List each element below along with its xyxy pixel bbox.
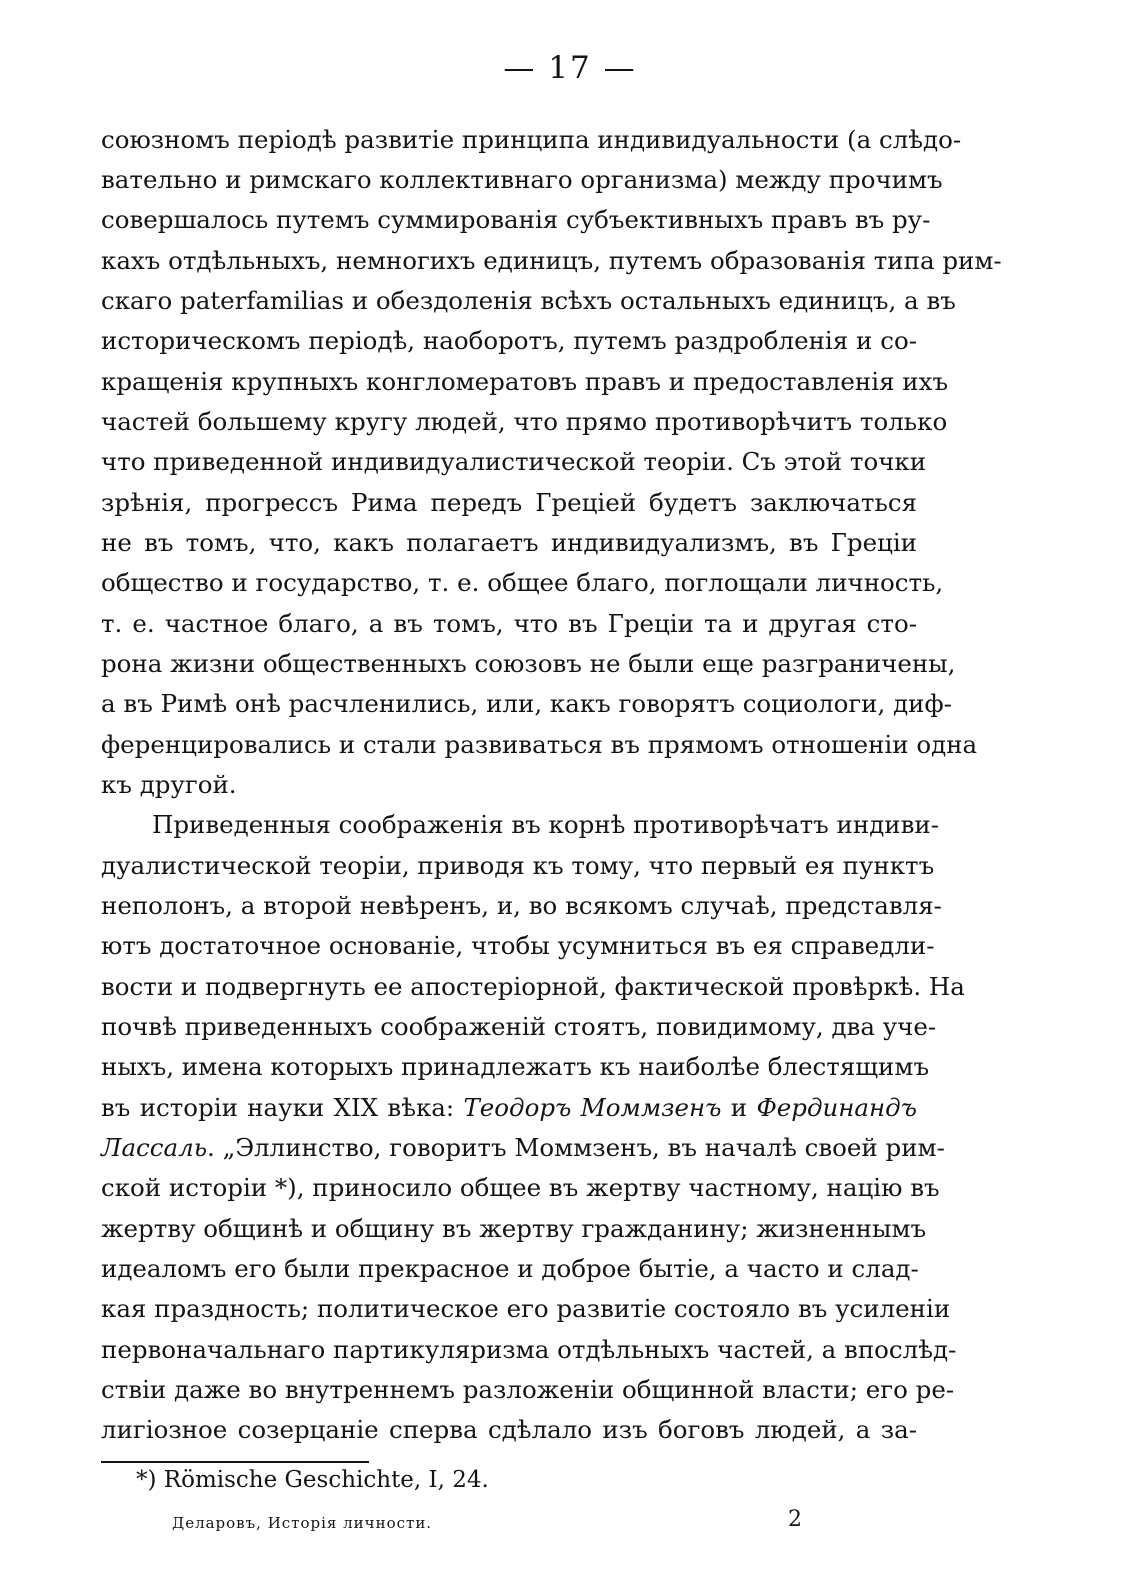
page-number: — 17 — (503, 50, 637, 86)
text-line: что приведенной индивидуалистической теоріи. Съ этой точки (101, 447, 927, 476)
text-line: рона жизни общественныхъ союзовъ не были еще разграничены, (101, 649, 956, 678)
author-name-lassalle-first: Фердинандъ (756, 1093, 918, 1122)
text-line: кахъ отдѣльныхъ, немногихъ единицъ, путемъ образованія типа рим- (101, 246, 1002, 275)
text-line: скаго paterfamilias и обездоленія всѣхъ остальныхъ единицъ, а въ (101, 286, 956, 315)
text-line: кая праздность; политическое его развитіе состояло въ усиленіи (101, 1294, 951, 1323)
text-line: кращенія крупныхъ конгломератовъ правъ и предоставленія ихъ (101, 367, 949, 396)
text-span: . „Эллинство, говоритъ Моммзенъ, въ началѣ своей рим- (207, 1133, 945, 1162)
text-line: неполонъ, а второй невѣренъ, и, во всякомъ случаѣ, представля- (101, 891, 942, 920)
text-line: ютъ достаточное основаніе, чтобы усумниться въ ея справедли- (101, 931, 935, 960)
text-line: ствіи даже во внутреннемъ разложеніи общинной власти; его ре- (101, 1375, 955, 1404)
text-line: ской исторіи *), приносило общее въ жертву частному, націю въ (101, 1173, 940, 1202)
text-line: ференцировались и стали развиваться въ прямомъ отношеніи одна (101, 730, 978, 759)
text-line: вательно и римскаго коллективнаго организма) между прочимъ (101, 165, 943, 194)
paragraph-first-line: Приведенныя соображенія въ корнѣ противорѣчатъ индиви- (152, 810, 940, 839)
text-line: почвѣ приведенныхъ соображеній стоятъ, повидимому, два уче- (101, 1012, 937, 1041)
text-span: въ исторіи науки XIX вѣка: (101, 1093, 464, 1122)
text-line: къ другой. (101, 770, 237, 799)
text-line: частей большему кругу людей, что прямо противорѣчитъ только (101, 407, 948, 436)
text-line: совершалось путемъ суммированія субъективныхъ правъ въ ру- (101, 205, 931, 234)
text-line: первоначальнаго партикуляризма отдѣльныхъ частей, а впослѣд- (101, 1335, 957, 1364)
text-line: лигіозное созерцаніе сперва сдѣлало изъ боговъ людей, а за- (101, 1415, 917, 1444)
sheet-mark: 2 (788, 1507, 802, 1532)
text-line: т. е. частное благо, а въ томъ, что въ Греціи та и другая сто- (101, 609, 917, 638)
running-signature: Деларовъ, Исторія личности. (172, 1514, 433, 1532)
text-line: союзномъ періодѣ развитіе принципа индивидуальности (а слѣдо- (101, 125, 962, 154)
author-name-mommsen: Теодоръ Моммзенъ (463, 1093, 722, 1122)
text-line: общество и государство, т. е. общее благо, поглощали личность, (101, 568, 944, 597)
text-line: жертву общинѣ и общину въ жертву гражданину; жизненнымъ (101, 1214, 927, 1243)
text-line: зрѣнія, прогрессъ Рима передъ Греціей будетъ заключаться (101, 488, 917, 517)
text-line: не въ томъ, что, какъ полагаетъ индивидуализмъ, въ Греціи (101, 528, 917, 557)
footnote: *) Römische Geschichte, I, 24. (136, 1467, 489, 1493)
text-line: вости и подвергнуть ее апостеріорной, фактической провѣркѣ. На (101, 972, 965, 1001)
text-span: и (721, 1093, 757, 1122)
text-line: историческомъ періодѣ, наоборотъ, путемъ раздробленія и со- (101, 326, 917, 355)
text-line: а въ Римѣ онѣ расчленились, или, какъ говорятъ социологи, диф- (101, 689, 952, 718)
text-line: ныхъ, имена которыхъ принадлежатъ къ наиболѣе блестящимъ (101, 1052, 930, 1081)
text-line: дуалистической теоріи, приводя къ тому, что первый ея пунктъ (101, 851, 935, 880)
text-line (101, 1088, 917, 1128)
text-line: идеаломъ его были прекрасное и доброе бытіе, а часто и слад- (101, 1254, 919, 1283)
text-line (101, 1128, 945, 1168)
author-name-lassalle-last: Лассаль (101, 1133, 208, 1162)
